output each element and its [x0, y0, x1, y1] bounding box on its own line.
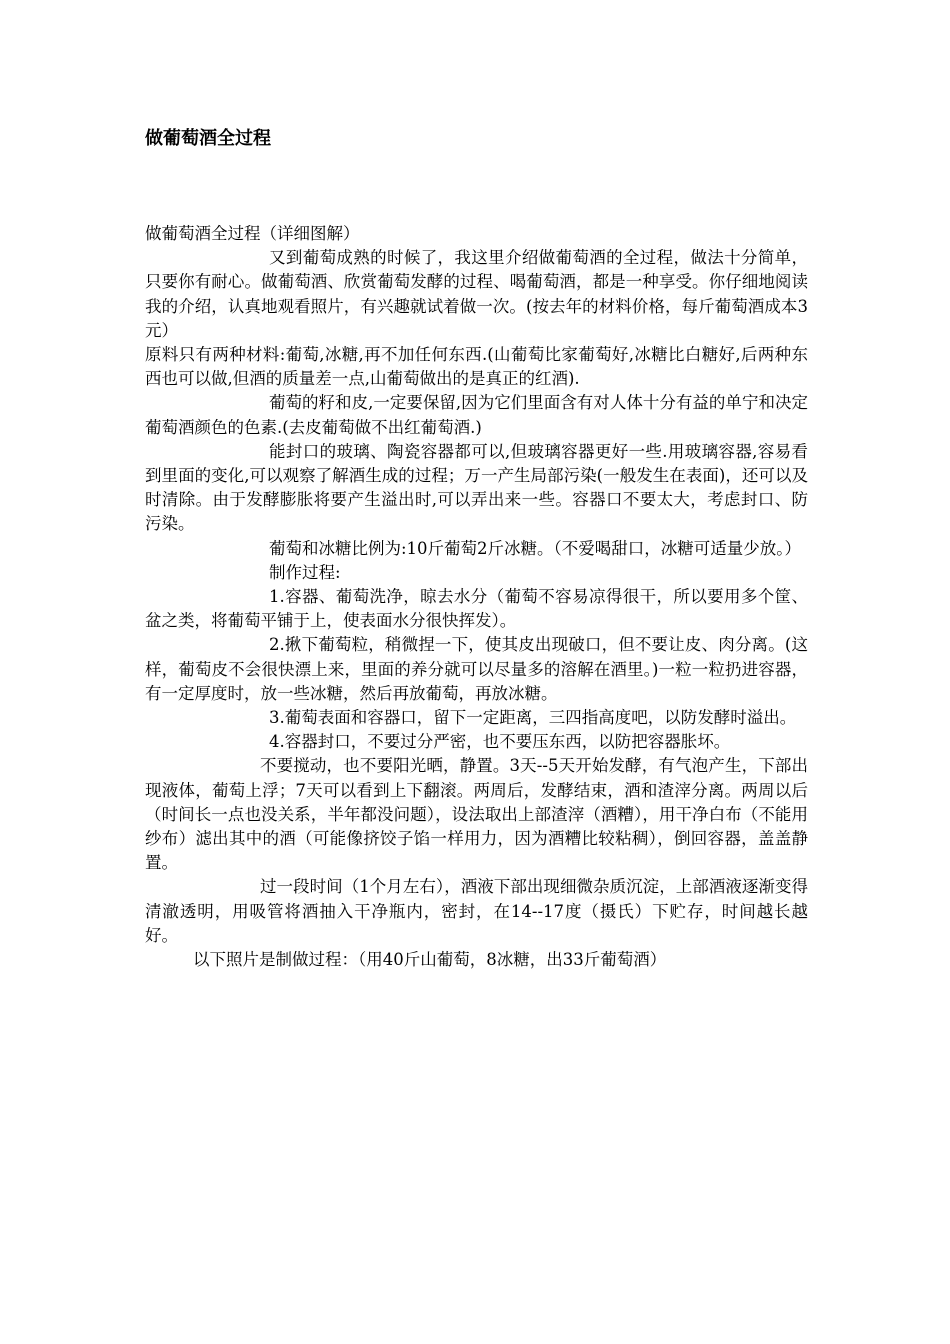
paragraph-process-heading: 制作过程:: [269, 562, 341, 582]
paragraph-ratio: 葡萄和冰糖比例为:10斤葡萄2斤冰糖。（不爱喝甜口，冰糖可适量少放。）: [269, 538, 802, 558]
paragraph-seeds-skin: 葡萄的籽和皮,一定要保留,因为它们里面含有对人体十分有益的单宁和决定葡萄酒颜色的色素.(去皮葡萄做不出红葡萄酒.): [145, 393, 808, 437]
paragraph-containers: 能封口的玻璃、陶瓷容器都可以,但玻璃容器更好一些.用玻璃容器,容易看到里面的变化,可以观察了解酒生成的过程；万一产生局部污染(一般发生在表面)，还可以及时清除。由于发酵膨胀将要产生溢出时,可以弄出来一些。容器口不要太大，考虑封口、防污染。: [145, 441, 808, 534]
document-body: [145, 222, 808, 972]
paragraph-subtitle: 做葡萄酒全过程（详细图解）: [145, 224, 360, 243]
paragraph-photos-intro: 以下照片是制做过程：（用40斤山葡萄，8冰糖，出33斤葡萄酒）: [193, 950, 667, 970]
paragraph-step-3: 3.葡萄表面和容器口，留下一定距离，三四指高度吧，以防发酵时溢出。: [269, 708, 797, 728]
paragraph-materials: 原料只有两种材料:葡萄,冰糖,再不加任何东西.(山葡萄比家葡萄好,冰糖比白糖好,后两种东西也可以做,但酒的质量差一点,山葡萄做出的是真正的红酒).: [145, 345, 808, 389]
paragraph-fermentation: 不要搅动，也不要阳光晒，静置。3天--5天开始发酵，有气泡产生，下部出现液体，葡萄上浮；7天可以看到上下翻滚。两周后，发酵结束，酒和渣滓分离。两周以后（时间长一点也没关系，半年都没问题），设法取出上部渣滓（酒糟），用干净白布（不能用纱布）滤出其中的酒（可能像挤饺子馅一样用力，因为酒糟比较粘稠），倒回容器，盖盖静置。: [145, 756, 808, 873]
document-title: 做葡萄酒全过程: [145, 128, 271, 149]
paragraph-step-1: 1.容器、葡萄洗净，晾去水分（葡萄不容易凉得很干，所以要用多个筐、盆之类，将葡萄平铺于上，使表面水分很快挥发）。: [145, 587, 808, 631]
paragraph-step-4: 4.容器封口，不要过分严密，也不要压东西，以防把容器胀坏。: [269, 732, 731, 752]
paragraph-intro: 又到葡萄成熟的时候了，我这里介绍做葡萄酒的全过程，做法十分简单，只要你有耐心。做葡萄酒、欣赏葡萄发酵的过程、喝葡萄酒，都是一种享受。你仔细地阅读我的介绍，认真地观看照片，有兴趣就试着做一次。(按去年的材料价格，每斤葡萄酒成本3元）: [145, 248, 808, 340]
paragraph-step-2: 2.揪下葡萄粒，稍微捏一下，使其皮出现破口，但不要让皮、肉分离。(这样，葡萄皮不会很快漂上来，里面的养分就可以尽量多的溶解在酒里。)一粒一粒扔进容器，有一定厚度时，放一些冰糖，然后再放葡萄，再放冰糖。: [145, 635, 808, 703]
paragraph-clarification: 过一段时间（1个月左右），酒液下部出现细微杂质沉淀，上部酒液逐渐变得清澈透明，用吸管将酒抽入干净瓶内，密封，在14--17度（摄氏）下贮存，时间越长越好。: [145, 877, 808, 945]
